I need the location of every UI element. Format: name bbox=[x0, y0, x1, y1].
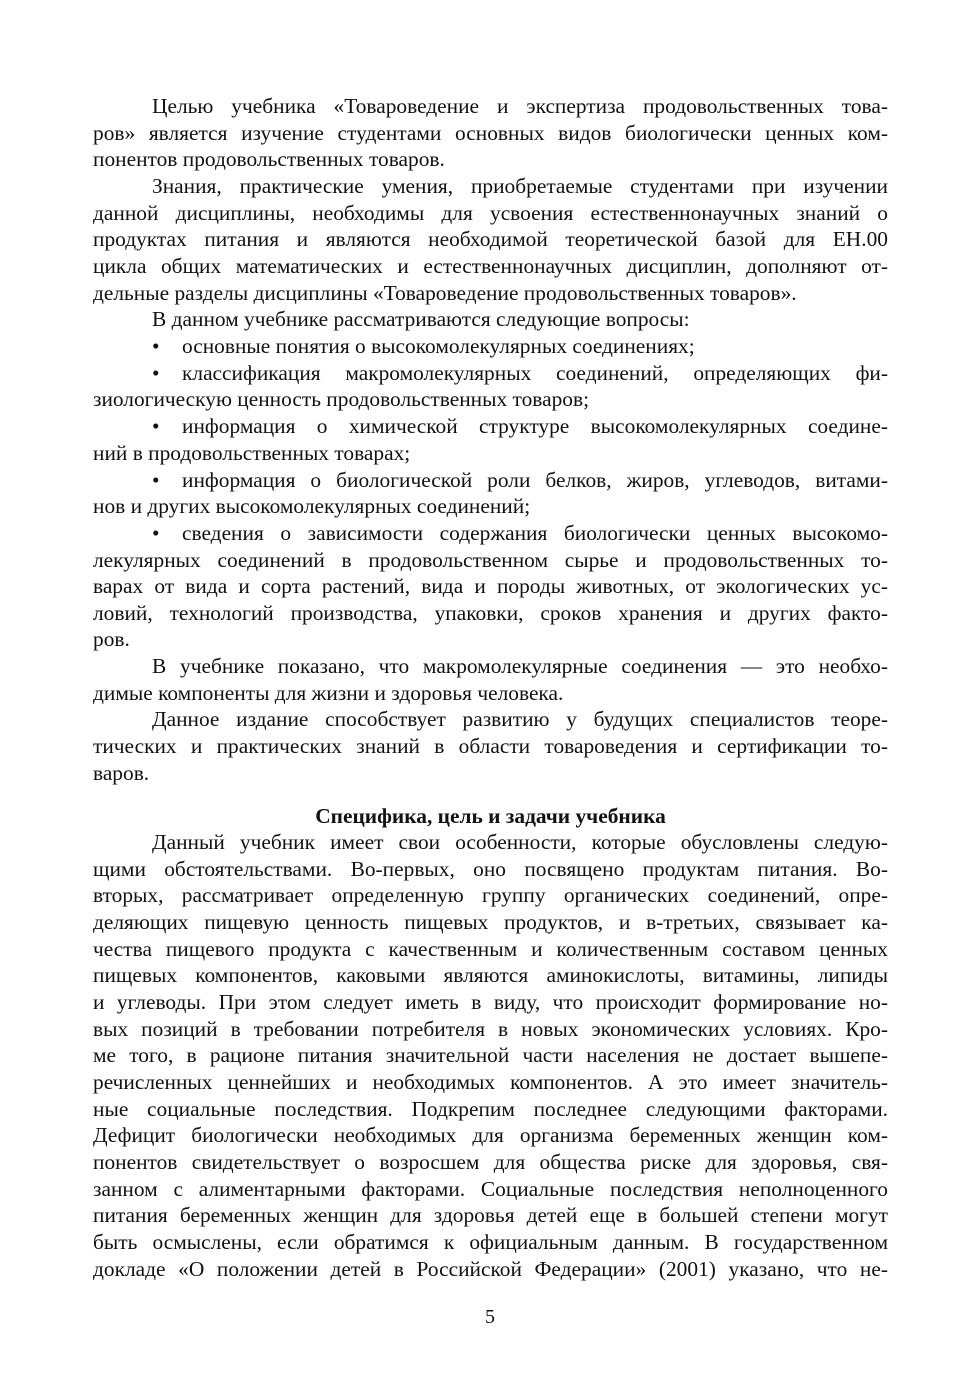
text-line: ров» является изучение студентами основных видов биологически ценных ком- bbox=[93, 121, 888, 145]
text-line: Данное издание способствует развитию у будущих специалистов теоре- bbox=[152, 707, 888, 731]
text-line: димые компоненты для жизни и здоровья человека. bbox=[93, 681, 564, 705]
bullet-icon: • bbox=[152, 334, 160, 358]
text-line: лекулярных соединений в продовольственном сырье и продовольственных то- bbox=[93, 548, 888, 572]
text-line: ные социальные последствия. Подкрепим последнее следующими факторами. bbox=[93, 1097, 888, 1121]
page-number: 5 bbox=[485, 1306, 495, 1328]
list-item-text: информация о биологической роли белков, жиров, углеводов, витами- bbox=[182, 468, 888, 492]
text-line: Данный учебник имеет свои особенности, которые обусловлены следую- bbox=[152, 830, 888, 854]
bullet-icon: • bbox=[152, 521, 160, 545]
text-line: понентов свидетельствует о возросшем для общества риске для здоровья, свя- bbox=[93, 1150, 888, 1174]
list-item bbox=[152, 333, 888, 360]
text-line: питания беременных женщин для здоровья детей еще в большей степени могут bbox=[93, 1203, 888, 1227]
text-line: ний в продовольственных товарах; bbox=[93, 441, 411, 465]
text-line: щими обстоятельствами. Во-первых, оно посвящено продуктам питания. Во- bbox=[93, 857, 888, 881]
text-line: и углеводы. При этом следует иметь в виду, что происходит формирование но- bbox=[93, 990, 888, 1014]
bullet-icon: • bbox=[152, 414, 160, 438]
text-line: варов. bbox=[93, 761, 150, 785]
bullet-icon: • bbox=[152, 468, 160, 492]
text-line: цикла общих математических и естественнонаучных дисциплин, дополняют от- bbox=[93, 254, 888, 278]
text-line: тических и практических знаний в области товароведения и сертификации то- bbox=[93, 734, 888, 758]
text-line: варах от вида и сорта растений, вида и породы животных, от экологических ус- bbox=[93, 574, 888, 598]
bullet-icon: • bbox=[152, 361, 160, 385]
text-line: речисленных ценнейших и необходимых компонентов. А это имеет значитель- bbox=[93, 1070, 888, 1094]
list-item bbox=[152, 467, 888, 494]
text-line: В учебнике показано, что макромолекулярные соединения — это необхо- bbox=[152, 654, 888, 678]
text-line: нов и других высокомолекулярных соединений; bbox=[93, 494, 531, 518]
list-item bbox=[152, 413, 888, 440]
text-line: вторых, рассматривает определенную группу органических соединений, опре- bbox=[93, 883, 888, 907]
list-item-text: основные понятия о высокомолекулярных соединениях; bbox=[182, 334, 695, 358]
text-line: Знания, практические умения, приобретаемые студентами при изучении bbox=[152, 174, 888, 198]
text-line: В данном учебнике рассматриваются следующие вопросы: bbox=[152, 307, 690, 331]
text-line: дельные разделы дисциплины «Товароведение продовольственных товаров». bbox=[93, 281, 797, 305]
text-line: ловий, технологий производства, упаковки, сроков хранения и других факто- bbox=[93, 601, 888, 625]
text-line: зиологическую ценность продовольственных товаров; bbox=[93, 387, 590, 411]
text-line: продуктах питания и являются необходимой теоретической базой для ЕН.00 bbox=[93, 227, 888, 251]
list-item-text: классификация макромолекулярных соединений, определяющих фи- bbox=[182, 361, 888, 385]
list-item-text: информация о химической структуре высокомолекулярных соедине- bbox=[182, 414, 888, 438]
list-item-text: сведения о зависимости содержания биологически ценных высокомо- bbox=[182, 521, 888, 545]
text-line: чества пищевого продукта с качественным и количественным составом ценных bbox=[93, 937, 888, 961]
text-line: ме того, в рационе питания значительной части населения не достает вышепе- bbox=[93, 1043, 888, 1067]
text-line: занном с алиментарными факторами. Социальные последствия неполноценного bbox=[93, 1177, 888, 1201]
text-line: быть осмыслены, если обратимся к официальным данным. В государственном bbox=[93, 1230, 888, 1254]
text-line: вых позиций в требовании потребителя в новых экономических условиях. Кро- bbox=[93, 1017, 888, 1041]
text-line: докладе «О положении детей в Российской Федерации» (2001) указано, что не- bbox=[93, 1257, 888, 1281]
text-line: Дефицит биологически необходимых для организма беременных женщин ком- bbox=[93, 1123, 888, 1147]
text-line: пищевых компонентов, каковыми являются аминокислоты, витамины, липиды bbox=[93, 963, 888, 987]
text-line: Целью учебника «Товароведение и экспертиза продовольственных това- bbox=[152, 94, 888, 118]
text-line: ров. bbox=[93, 627, 130, 651]
text-line: данной дисциплины, необходимы для усвоения естественнонаучных знаний о bbox=[93, 201, 888, 225]
section-heading: Специфика, цель и задачи учебника bbox=[315, 804, 666, 828]
text-line: понентов продовольственных товаров. bbox=[93, 147, 445, 171]
text-line: деляющих пищевую ценность пищевых продуктов, и в-третьих, связывает ка- bbox=[93, 910, 888, 934]
list-item bbox=[152, 360, 888, 387]
list-item bbox=[152, 520, 888, 547]
